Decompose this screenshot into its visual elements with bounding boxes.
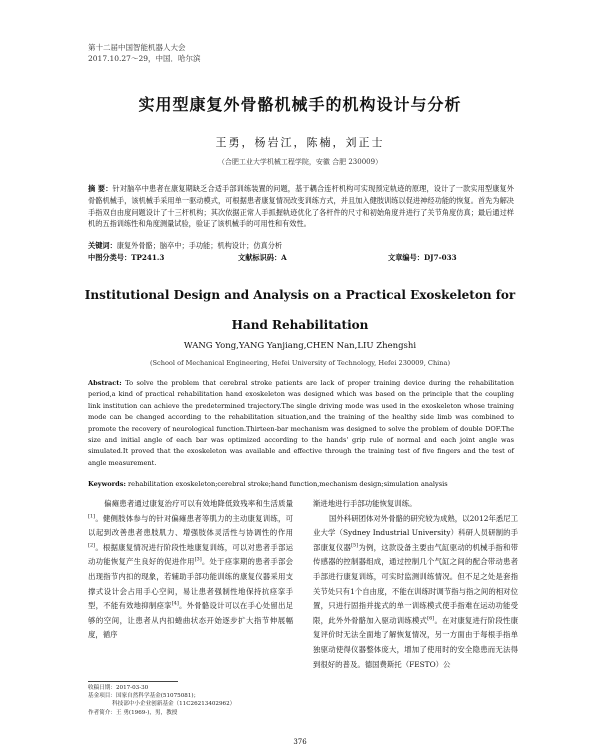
- keywords-cn-text: 康复外骨骼；脑卒中；手功能；机构设计；仿真分析: [116, 241, 283, 250]
- body-right-p2: 国外科研团体对外骨骼的研究较为成熟，以2012年悉尼工业大学（Sydney Industrial University）科研人员研制的手部康复仪器[5]为例，这款设备主要由气缸驱动的机械手指和带传感器的控制器组成，通过控制几个气缸之间的配合带动患者手部进行康复训练，可实时监测训练情况。但不足之处是套指关节处只有1个自由度，不能在训练时调节指与指之间的相对位置，只进行固指并拢式的单一训练模式使手指难在运动功能受限，此外外骨骼加入驱动训练模式[6]。在对康复进行阶段性康复评价时无法全面地了解恢复情况，另一方面由于每根手指单独驱动使得仪器整体庞大，增加了使用时的安全隐患而无法得到很好的普及。德国费斯托（FESTO）公: [313, 513, 518, 669]
- footnote-author: 作者简介：王 勇(1969-)，男，教授: [88, 709, 178, 716]
- abstract-en: [88, 378, 514, 469]
- body-column-left: [88, 497, 293, 643]
- footnote-received: 收稿日期：2017-03-30: [88, 685, 149, 691]
- keywords-en: [88, 479, 514, 490]
- footnote-divider: [88, 681, 178, 682]
- keywords-en-text: rehabilitation exoskeleton;cerebral stroke;hand function,mechanism design;simulation analysis: [128, 480, 448, 488]
- footnotes: [88, 684, 303, 717]
- document-code: 文献标识码：A: [238, 253, 287, 262]
- abstract-cn-text: 针对脑卒中患者在康复期缺乏合适手部训练装置的问题，基于耦合连杆机构可实现预定轨迹的原理，设计了一款实用型康复外骨骼机械手，该机械手采用单一驱动模式，可根据患者康复情况改变训练方式，并且加入健肢训练以促进神经功能的恢复。首先为解决手指双自由度问题设计了十三杆机构；其次依据正常人手抓握轨迹优化了各杆件的尺寸和初始角度并进行了关节角度仿真；最后通过样机的五指训练性和角度测量试验，验证了该机械手的可用性和有效性。: [88, 184, 514, 229]
- keywords-cn-label: 关键词：: [88, 241, 117, 250]
- page-number: 376: [293, 738, 307, 746]
- keywords-en-label: Keywords:: [88, 480, 126, 488]
- body-left-text-2: 。健侧肢体参与的针对偏瘫患者等肌力的主动康复训练，可以起到改善患者患肢肌力、增强肢体灵活性与协调性的作用: [88, 513, 293, 538]
- citation: [2]: [88, 542, 96, 549]
- conference-header: [88, 42, 201, 64]
- body-right-p1: 渐进地进行手部功能恢复训练。: [313, 499, 417, 508]
- authors-en: WANG Yong,YANG Yanjiang,CHEN Nan,LIU Zhengshi: [183, 341, 417, 351]
- body-left-text-1: 偏瘫患者通过康复治疗可以有效地降低致残率和生活质量: [104, 499, 293, 508]
- citation: [5]: [351, 542, 359, 549]
- citation: [4]: [171, 600, 179, 607]
- paper-title-cn: 实用型康复外骨骼机械手的机构设计与分析: [138, 95, 462, 114]
- clc-number: 中图分类号：TP241.3: [88, 253, 165, 262]
- body-left-text-3: 。根据康复情况进行阶段性地康复训练，可以对患者手部运动功能恢复产生良好的促进作用: [88, 542, 293, 567]
- citation: [6]: [427, 615, 435, 622]
- conference-date-place: 2017.10.27～29，中国．哈尔滨: [88, 54, 201, 63]
- body-left-text-5: 。外骨骼设计可以在手心处留出足够的空间，让患者从内扣蜷曲状态开始逐步扩大指节伸展幅度，循序: [88, 601, 293, 640]
- abstract-en-text: To solve the problem that cerebral stroke patients are lack of proper training device during the rehabilitation period,a kind of practical rehabilitation hand exoskeleton was designed which was based on the principle that the coupling link institution can achieve the predetermined trajectory.The single driving mode was used in the exoskeleton whose training mode can be changed according to the rehabilitation situation,and the training of the healthy side limb was combined to promote the recovery of neurological function.Thirteen-bar mechanism was designed to solve the problem of double DOF.The size and initial angle of each bar was optimized according to the hands' grip rule of normal and each joint angle was simulated.It proved that the exoskeleton was available and effective through the training test of five fingers and the test of angle measurement.: [88, 379, 514, 467]
- affiliation-en: (School of Mechanical Engineering, Hefei University of Technology, Hefei 230009, China): [149, 359, 451, 367]
- abstract-cn: [88, 183, 514, 230]
- paper-title-en: [0, 280, 600, 340]
- title-en-line1: Institutional Design and Analysis on a Practical Exoskeleton for: [84, 288, 516, 302]
- abstract-en-label: Abstract:: [88, 379, 122, 387]
- citation: [3]: [194, 556, 202, 563]
- body-left-text-4: 。处于痉挛期的患者手部会出现指节内扣的现象，若辅助手部功能训练的康复仪器采用支撑式设计会占用手心空间，易让患者强制性地保持抗痉挛手型，不能有效地抑制痉挛: [88, 557, 293, 611]
- conference-name: 第十二届中国智能机器人大会: [88, 43, 186, 52]
- article-number: 文章编号：DJ7-033: [388, 253, 457, 262]
- affiliation-cn: （合肥工业大学机械工程学院，安徽 合肥 230009）: [217, 158, 383, 166]
- abstract-cn-label: 摘 要：: [88, 184, 113, 193]
- title-en-line2: Hand Rehabilitation: [231, 318, 369, 332]
- footnote-fund-2: 科技部中小企业创新基金（11C26213402962）: [112, 701, 236, 708]
- footnote-fund: 基金项目：国家自然科学基金(51075081)；: [88, 693, 200, 700]
- body-column-right: [313, 497, 518, 672]
- keywords-cn: [88, 240, 514, 251]
- authors-cn: 王勇，杨岩江，陈楠，刘正士: [215, 136, 385, 149]
- citation: [1]: [88, 513, 96, 520]
